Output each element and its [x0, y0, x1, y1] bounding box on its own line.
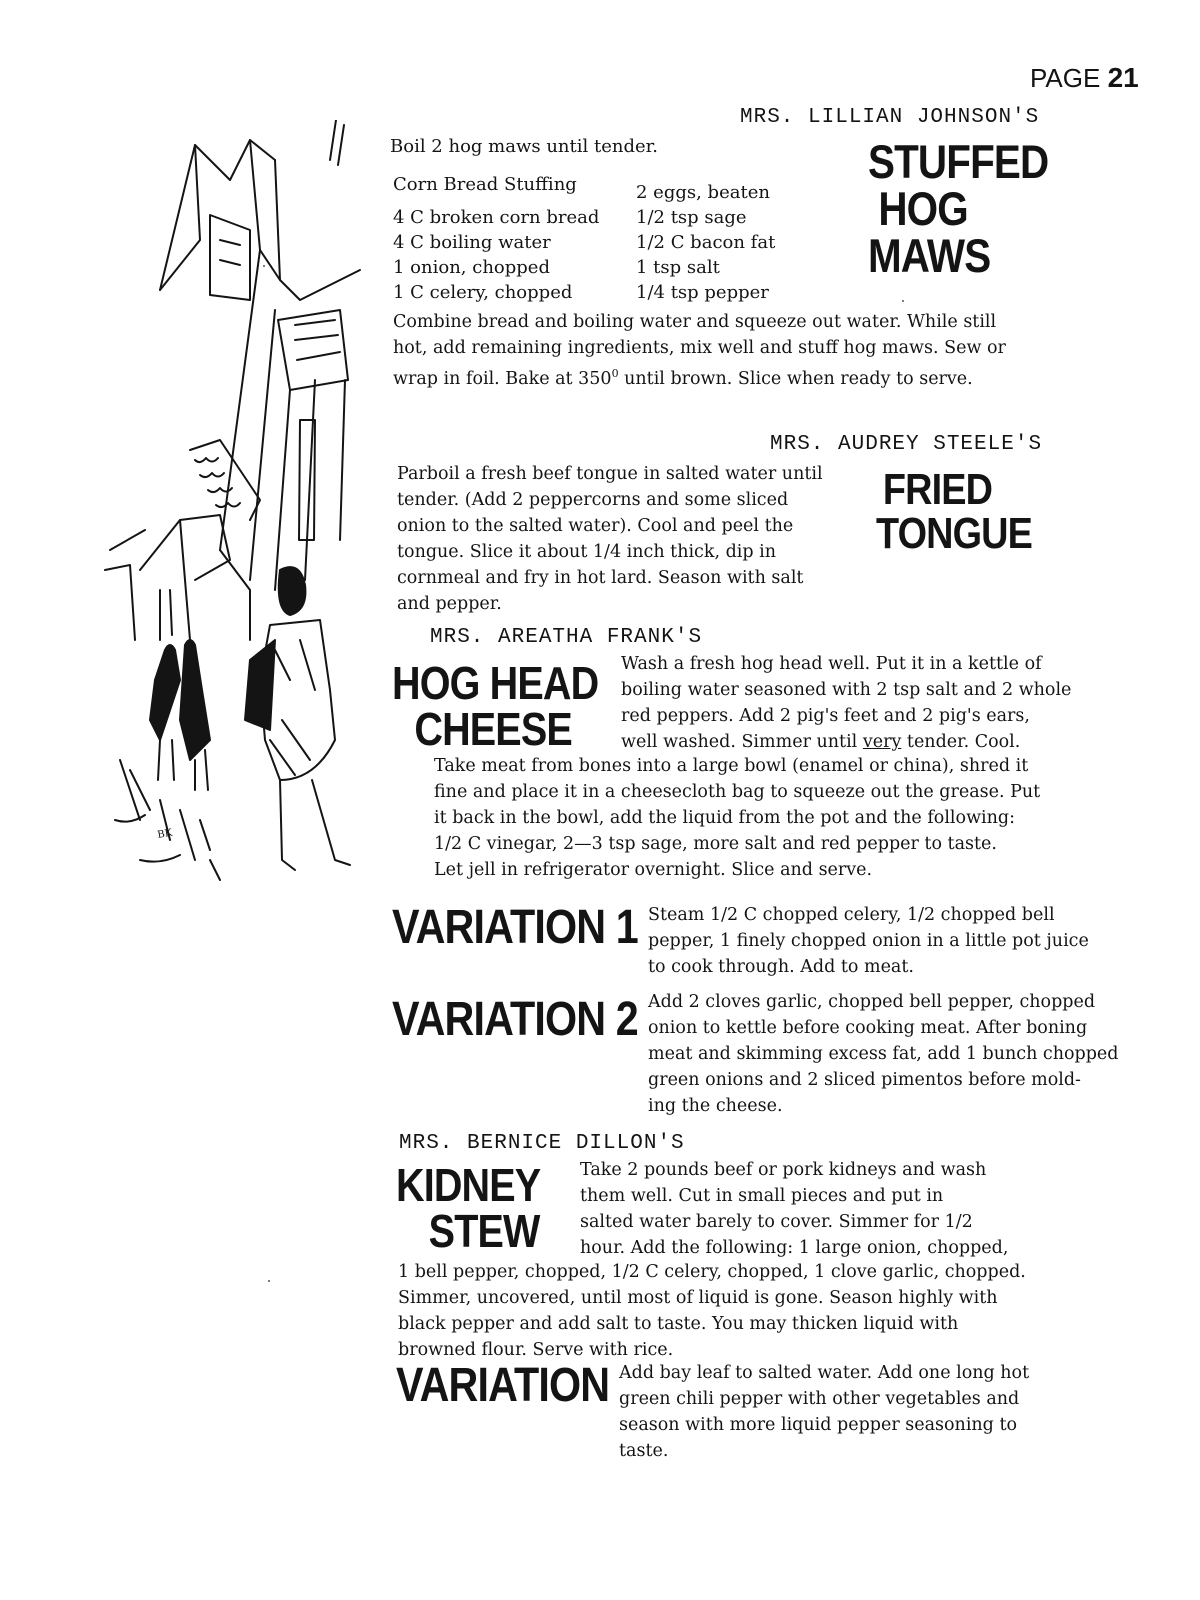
text-line: red peppers. Add 2 pig's feet and 2 pig's ears,: [621, 706, 1030, 726]
ingredient: 1 C celery, chopped: [393, 282, 573, 303]
svg-text:BK: BK: [156, 827, 174, 841]
hog-maws-byline: MRS. LILLIAN JOHNSON'S: [740, 106, 1040, 129]
ingredient: 4 C broken corn bread: [393, 207, 600, 228]
text-line: taste.: [619, 1441, 669, 1461]
text-span: well washed. Simmer until: [621, 732, 863, 752]
kidney-stew-title: [396, 1159, 541, 1257]
text-line: green chili pepper with other vegetables and: [619, 1389, 1020, 1409]
ingredients-left: [393, 205, 599, 305]
text-line: Wash a fresh hog head well. Put it in a kettle of: [621, 654, 1042, 674]
text-line: Combine bread and boiling water and squeeze out water. While still: [393, 312, 997, 332]
kidney-stew-title-line-2: STEW: [428, 1205, 540, 1257]
variation-2-text: [648, 989, 1168, 1119]
head-cheese-byline: MRS. AREATHA FRANK'S: [430, 626, 703, 649]
text-line: green onions and 2 sliced pimentos before mold-: [648, 1070, 1081, 1090]
text-line: Steam 1/2 C chopped celery, 1/2 chopped bell: [648, 905, 1055, 925]
text-line: boiling water seasoned with 2 tsp salt and 2 whole: [621, 680, 1072, 700]
text-line: meat and skimming excess fat, add 1 bunch chopped: [648, 1044, 1119, 1064]
head-cheese-title: [392, 657, 599, 755]
kidney-stew-byline: MRS. BERNICE DILLON'S: [399, 1132, 685, 1155]
variation-1-text: [648, 902, 1148, 980]
hog-maws-intro: Boil 2 hog maws until tender.: [390, 136, 658, 157]
text-line: black pepper and add salt to taste. You may thicken liquid with: [398, 1314, 959, 1334]
text-line: ing the cheese.: [648, 1096, 783, 1116]
degree-superscript: 0: [611, 367, 619, 380]
text-span: tender. Cool.: [901, 732, 1021, 752]
fried-tongue-directions: [397, 461, 867, 617]
fried-tongue-title-line-2: TONGUE: [876, 509, 1033, 558]
text-line: hour. Add the following: 1 large onion, chopped,: [580, 1238, 1009, 1258]
fried-tongue-title: [876, 465, 1033, 558]
variation-2-title: VARIATION 2: [392, 993, 638, 1046]
page-number-value: 21: [1107, 62, 1139, 93]
scan-speck: [902, 300, 904, 302]
text-line: them well. Cut in small pieces and put in: [580, 1186, 944, 1206]
ingredient: 1/2 C bacon fat: [636, 232, 776, 253]
head-cheese-side-text: [621, 651, 1121, 755]
ingredient: 1/4 tsp pepper: [636, 282, 769, 303]
ingredient: 4 C boiling water: [393, 232, 551, 253]
hog-maws-title-line-1: STUFFED: [868, 135, 1049, 188]
kidney-stew-side-text: [580, 1157, 1100, 1261]
page-label: PAGE: [1030, 63, 1101, 93]
text-line: Let jell in refrigerator overnight. Slice and serve.: [434, 860, 873, 880]
text-line: to cook through. Add to meat.: [648, 957, 914, 977]
text-line: fine and place it in a cheesecloth bag to squeeze out the grease. Put: [434, 782, 1041, 802]
hog-maws-directions: [393, 309, 1093, 392]
text-line: cornmeal and fry in hot lard. Season with salt: [397, 568, 804, 588]
text-line: [393, 361, 1093, 392]
text-line: Parboil a fresh beef tongue in salted water until: [397, 464, 823, 484]
text-line: season with more liquid pepper seasoning to: [619, 1415, 1018, 1435]
text-line: tongue. Slice it about 1/4 inch thick, dip in: [397, 542, 777, 562]
text-span: until brown. Slice when ready to serve.: [618, 368, 973, 389]
text-line: 1/2 C vinegar, 2—3 tsp sage, more salt and red pepper to taste.: [434, 834, 997, 854]
stuffing-heading: Corn Bread Stuffing: [393, 174, 577, 195]
fried-tongue-title-line-1: FRIED: [882, 465, 993, 514]
ingredients-right: [636, 180, 775, 305]
head-cheese-title-line-2: CHEESE: [414, 703, 572, 755]
hog-maws-title-line-2: HOG: [878, 182, 968, 235]
text-line: onion to the salted water). Cool and peel the: [397, 516, 794, 536]
kidney-variation-text: [619, 1360, 1099, 1464]
text-line: Add 2 cloves garlic, chopped bell pepper, chopped: [648, 992, 1096, 1012]
scan-speck: [263, 265, 265, 267]
text-line: and pepper.: [397, 594, 502, 614]
text-line: Take meat from bones into a large bowl (enamel or china), shred it: [434, 756, 1029, 776]
kidney-stew-full-text: [398, 1259, 1118, 1363]
text-line: Take 2 pounds beef or pork kidneys and wash: [580, 1160, 987, 1180]
hog-maws-title: [868, 135, 1049, 282]
text-line: 1 bell pepper, chopped, 1/2 C celery, chopped, 1 clove garlic, chopped.: [398, 1262, 1026, 1282]
text-line: salted water barely to cover. Simmer for 1/2: [580, 1212, 973, 1232]
text-line: pepper, 1 finely chopped onion in a little pot juice: [648, 931, 1089, 951]
text-line: Add bay leaf to salted water. Add one long hot: [619, 1363, 1030, 1383]
ingredient: 1/2 tsp sage: [636, 207, 747, 228]
text-line: hot, add remaining ingredients, mix well and stuff hog maws. Sew or: [393, 338, 1006, 358]
text-span: wrap in foil. Bake at 350: [393, 368, 612, 389]
text-line: tender. (Add 2 peppercorns and some sliced: [397, 490, 789, 510]
fried-tongue-byline: MRS. AUDREY STEELE'S: [770, 433, 1043, 456]
ingredient: 1 onion, chopped: [393, 257, 550, 278]
kidney-stew-title-line-1: KIDNEY: [396, 1159, 541, 1211]
ingredient: 2 eggs, beaten: [636, 182, 770, 203]
scan-speck: [268, 1280, 270, 1282]
emphasis-underline: very: [862, 732, 902, 752]
head-cheese-title-line-1: HOG HEAD: [392, 657, 599, 709]
text-line: browned flour. Serve with rice.: [398, 1340, 674, 1360]
text-line: Simmer, uncovered, until most of liquid is gone. Season highly with: [398, 1288, 998, 1308]
text-line: it back in the bowl, add the liquid from the pot and the following:: [434, 808, 1016, 828]
page-number: [1030, 62, 1139, 94]
street-scene-sketch-icon: [100, 120, 370, 910]
text-line: onion to kettle before cooking meat. After boning: [648, 1018, 1088, 1038]
variation-1-title: VARIATION 1: [392, 901, 638, 954]
text-line: [621, 729, 1121, 755]
head-cheese-full-text: [434, 753, 1134, 883]
hog-maws-title-line-3: MAWS: [868, 229, 991, 282]
ingredient: 1 tsp salt: [636, 257, 720, 278]
kidney-variation-title: VARIATION: [396, 1359, 610, 1412]
